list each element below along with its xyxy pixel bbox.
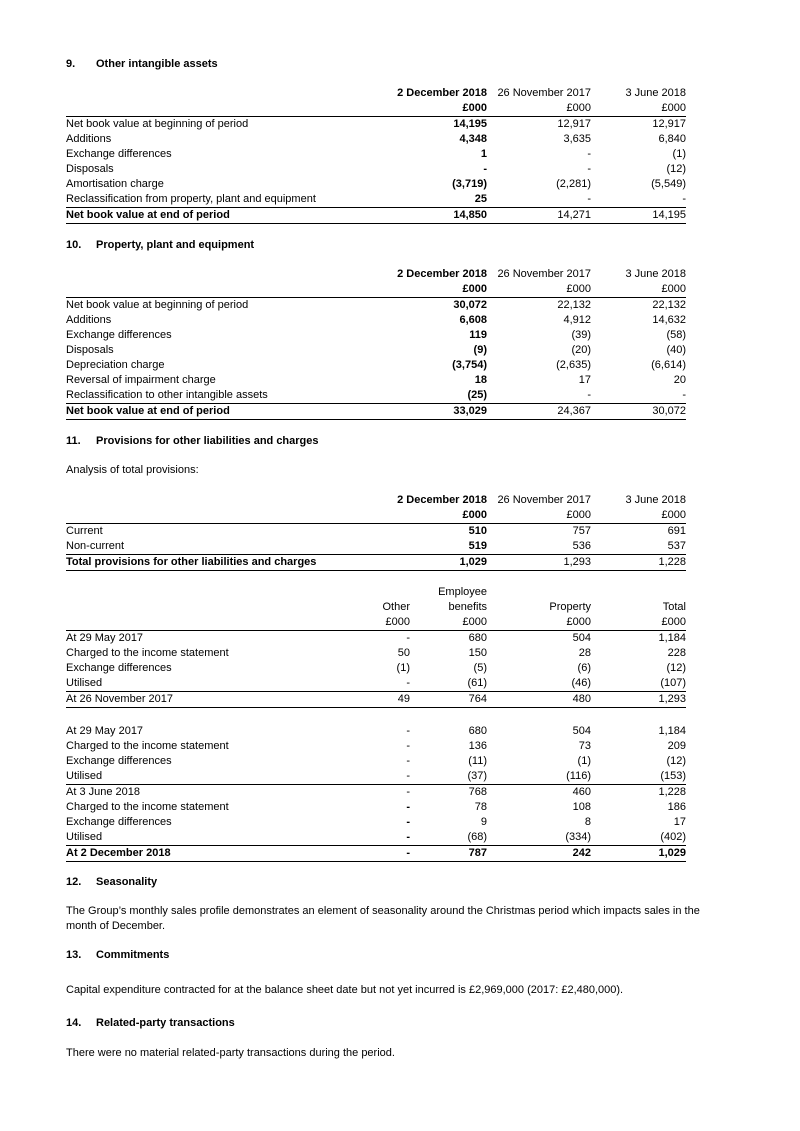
row-label: Reclassification to other intangible assets bbox=[66, 389, 268, 401]
table-header-row bbox=[66, 86, 686, 101]
cell-value: 768 bbox=[410, 785, 487, 801]
table-row bbox=[66, 631, 686, 647]
cell-value: 764 bbox=[410, 692, 487, 708]
cell-value: - bbox=[406, 677, 410, 689]
row-label: At 29 May 2017 bbox=[66, 725, 144, 737]
table-row bbox=[66, 769, 686, 785]
total-row bbox=[66, 404, 686, 420]
cell-value: (20) bbox=[571, 344, 591, 356]
row-label: Exchange differences bbox=[66, 329, 172, 341]
cell-value: 8 bbox=[584, 816, 591, 828]
row-label: Utilised bbox=[66, 831, 103, 843]
cell-value: 108 bbox=[572, 801, 591, 813]
cell-value: - bbox=[587, 163, 591, 175]
row-label: Charged to the income statement bbox=[66, 647, 229, 659]
table-row bbox=[66, 830, 686, 846]
cell-value: 209 bbox=[667, 740, 686, 752]
cell-value: 1,029 bbox=[387, 555, 487, 571]
cell-value: 119 bbox=[469, 329, 487, 341]
section-9-number: 9. bbox=[66, 58, 76, 70]
cell-value: - bbox=[406, 770, 410, 782]
row-label: At 29 May 2017 bbox=[66, 632, 144, 644]
column-header: 26 November 2017 bbox=[497, 268, 591, 280]
table-row bbox=[66, 298, 686, 314]
row-label: At 2 December 2018 bbox=[66, 846, 346, 862]
table-row bbox=[66, 676, 686, 692]
column-header: 3 June 2018 bbox=[625, 268, 686, 280]
row-label: Total provisions for other liabilities and charges bbox=[66, 555, 387, 571]
cell-value: 4,912 bbox=[563, 314, 591, 326]
cell-value: (107) bbox=[660, 677, 686, 689]
unit-label: £000 bbox=[346, 615, 410, 631]
unit-label: £000 bbox=[410, 615, 487, 631]
cell-value: 22,132 bbox=[557, 299, 591, 311]
cell-value: - bbox=[346, 846, 410, 862]
table-header-row bbox=[66, 493, 686, 508]
unit-label: £000 bbox=[487, 508, 591, 524]
cell-value: 6,840 bbox=[658, 133, 686, 145]
cell-value: (37) bbox=[467, 770, 487, 782]
section-12-text: The Group’s monthly sales profile demonstrates an element of seasonality around the Christmas period which impacts sales in the month of December. bbox=[66, 905, 700, 932]
cell-value: - bbox=[406, 816, 410, 828]
section-12-number: 12. bbox=[66, 876, 82, 888]
column-header: Property bbox=[549, 601, 591, 613]
cell-value: 12,917 bbox=[652, 118, 686, 130]
row-label: Charged to the income statement bbox=[66, 740, 229, 752]
row-label: Non-current bbox=[66, 540, 125, 552]
column-header: 2 December 2018 bbox=[397, 494, 487, 506]
cell-value: 6,608 bbox=[459, 314, 487, 326]
cell-value: (58) bbox=[666, 329, 686, 341]
section-10-number: 10. bbox=[66, 239, 82, 251]
section-9-heading bbox=[66, 58, 218, 70]
cell-value: 480 bbox=[487, 692, 591, 708]
cell-value: - bbox=[587, 389, 591, 401]
cell-value: 228 bbox=[667, 647, 686, 659]
cell-value: 73 bbox=[578, 740, 591, 752]
section-14-title: Related-party transactions bbox=[96, 1017, 235, 1029]
cell-value: - bbox=[682, 389, 686, 401]
cell-value: (39) bbox=[571, 329, 591, 341]
units-row bbox=[66, 101, 686, 117]
cell-value: 49 bbox=[346, 692, 410, 708]
section-11-intro: Analysis of total provisions: bbox=[66, 464, 199, 476]
table-header-row bbox=[66, 600, 686, 615]
cell-value: (11) bbox=[468, 755, 487, 767]
unit-label: £000 bbox=[591, 508, 686, 524]
row-label: Reversal of impairment charge bbox=[66, 374, 216, 386]
cell-value: (6,614) bbox=[651, 359, 686, 371]
cell-value: 537 bbox=[667, 540, 686, 552]
cell-value: 25 bbox=[474, 193, 487, 205]
section-12-title: Seasonality bbox=[96, 876, 158, 888]
row-label: Exchange differences bbox=[66, 755, 172, 767]
table-row bbox=[66, 754, 686, 769]
cell-value: 150 bbox=[468, 647, 487, 659]
units-row bbox=[66, 615, 686, 631]
cell-value: - bbox=[406, 725, 410, 737]
cell-value: (334) bbox=[565, 831, 591, 843]
cell-value: - bbox=[483, 163, 487, 175]
ppe-table bbox=[66, 267, 686, 420]
cell-value: (1) bbox=[672, 148, 686, 160]
cell-value: (25) bbox=[467, 389, 487, 401]
cell-value: 24,367 bbox=[487, 404, 591, 420]
section-11-heading bbox=[66, 435, 319, 447]
column-header: 26 November 2017 bbox=[497, 494, 591, 506]
cell-value: - bbox=[346, 785, 410, 801]
cell-value: - bbox=[406, 740, 410, 752]
cell-value: 787 bbox=[410, 846, 487, 862]
cell-value: 22,132 bbox=[652, 299, 686, 311]
units-row bbox=[66, 508, 686, 524]
cell-value: (9) bbox=[473, 344, 487, 356]
unit-label: £000 bbox=[387, 282, 487, 298]
table-row bbox=[66, 177, 686, 192]
unit-label: £000 bbox=[487, 615, 591, 631]
table-row bbox=[66, 162, 686, 177]
cell-value: (12) bbox=[666, 755, 686, 767]
cell-value: 17 bbox=[673, 816, 686, 828]
cell-value: (116) bbox=[566, 770, 591, 782]
column-header: benefits bbox=[448, 601, 487, 613]
row-label: Net book value at end of period bbox=[66, 208, 387, 224]
cell-value: 20 bbox=[673, 374, 686, 386]
intangible-assets-table bbox=[66, 86, 686, 224]
unit-label: £000 bbox=[487, 282, 591, 298]
cell-value: 136 bbox=[468, 740, 487, 752]
cell-value: (3,754) bbox=[452, 359, 487, 371]
cell-value: (46) bbox=[571, 677, 591, 689]
cell-value: 17 bbox=[578, 374, 591, 386]
cell-value: (2,281) bbox=[556, 178, 591, 190]
row-label: At 3 June 2018 bbox=[66, 785, 346, 801]
cell-value: 14,271 bbox=[487, 208, 591, 224]
table-row bbox=[66, 388, 686, 404]
section-14-number: 14. bbox=[66, 1017, 82, 1029]
section-10-heading bbox=[66, 239, 254, 251]
column-header: 26 November 2017 bbox=[497, 87, 591, 99]
provisions-summary-table bbox=[66, 493, 686, 571]
cell-value: 28 bbox=[578, 647, 591, 659]
unit-label: £000 bbox=[487, 101, 591, 117]
table-row bbox=[66, 539, 686, 555]
cell-value: 1,293 bbox=[487, 555, 591, 571]
cell-value: 14,632 bbox=[652, 314, 686, 326]
row-label: Utilised bbox=[66, 770, 103, 782]
row-label: Reclassification from property, plant and equipment bbox=[66, 193, 316, 205]
cell-value: 680 bbox=[468, 725, 487, 737]
cell-value: (153) bbox=[660, 770, 686, 782]
cell-value: 1,228 bbox=[591, 785, 686, 801]
table-row bbox=[66, 328, 686, 343]
column-header: 3 June 2018 bbox=[625, 494, 686, 506]
section-13-heading bbox=[66, 949, 169, 961]
table-row bbox=[66, 313, 686, 328]
table-header-row bbox=[66, 585, 686, 600]
units-row bbox=[66, 282, 686, 298]
cell-value: 519 bbox=[468, 540, 487, 552]
cell-value: 1,293 bbox=[591, 692, 686, 708]
unit-label: £000 bbox=[591, 101, 686, 117]
cell-value: (68) bbox=[467, 831, 487, 843]
section-13-text: Capital expenditure contracted for at the balance sheet date but not yet incurred is £2,969,000 (2017: £2,480,000). bbox=[66, 984, 624, 996]
section-14-text: There were no material related-party transactions during the period. bbox=[66, 1047, 395, 1059]
cell-value: - bbox=[406, 831, 410, 843]
column-header bbox=[346, 585, 410, 600]
cell-value: 3,635 bbox=[563, 133, 591, 145]
total-row bbox=[66, 555, 686, 571]
cell-value: 30,072 bbox=[591, 404, 686, 420]
section-11-title: Provisions for other liabilities and charges bbox=[96, 435, 319, 447]
table-row bbox=[66, 373, 686, 388]
cell-value: 9 bbox=[480, 816, 487, 828]
total-row bbox=[66, 208, 686, 224]
table-row bbox=[66, 132, 686, 147]
unit-label: £000 bbox=[387, 508, 487, 524]
cell-value: 33,029 bbox=[387, 404, 487, 420]
cell-value: 50 bbox=[397, 647, 410, 659]
cell-value: 510 bbox=[468, 525, 487, 537]
cell-value: 78 bbox=[474, 801, 487, 813]
table-row bbox=[66, 646, 686, 661]
row-label: Amortisation charge bbox=[66, 178, 164, 190]
row-label: Charged to the income statement bbox=[66, 801, 229, 813]
row-label: Additions bbox=[66, 314, 112, 326]
table-header-row bbox=[66, 267, 686, 282]
table-row bbox=[66, 724, 686, 739]
cell-value: (40) bbox=[666, 344, 686, 356]
cell-value: 504 bbox=[572, 632, 591, 644]
cell-value: (1) bbox=[396, 662, 410, 674]
row-label: Utilised bbox=[66, 677, 103, 689]
cell-value: (5,549) bbox=[651, 178, 686, 190]
row-label: Net book value at end of period bbox=[66, 404, 387, 420]
row-label: Depreciation charge bbox=[66, 359, 165, 371]
row-label: Net book value at beginning of period bbox=[66, 299, 249, 311]
cell-value: - bbox=[587, 193, 591, 205]
cell-value: (12) bbox=[666, 163, 686, 175]
row-label: Exchange differences bbox=[66, 662, 172, 674]
cell-value: (12) bbox=[666, 662, 686, 674]
cell-value: 691 bbox=[667, 525, 686, 537]
cell-value: 186 bbox=[667, 801, 686, 813]
provisions-movement-table bbox=[66, 585, 686, 862]
table-row bbox=[66, 358, 686, 373]
table-row bbox=[66, 739, 686, 754]
table-row bbox=[66, 815, 686, 830]
subtotal-row bbox=[66, 692, 686, 708]
column-header: Total bbox=[662, 601, 686, 613]
cell-value: - bbox=[406, 632, 410, 644]
column-header: Employee bbox=[438, 586, 487, 598]
cell-value: 14,850 bbox=[387, 208, 487, 224]
cell-value: - bbox=[406, 801, 410, 813]
cell-value: 460 bbox=[487, 785, 591, 801]
cell-value: - bbox=[406, 755, 410, 767]
table-row bbox=[66, 192, 686, 208]
table-row bbox=[66, 524, 686, 540]
section-10-title: Property, plant and equipment bbox=[96, 239, 255, 251]
section-13-number: 13. bbox=[66, 949, 82, 961]
table-row bbox=[66, 661, 686, 676]
spacer-row bbox=[66, 708, 686, 725]
cell-value: (1) bbox=[577, 755, 591, 767]
table-row bbox=[66, 147, 686, 162]
section-12-heading bbox=[66, 876, 157, 888]
cell-value: 1 bbox=[480, 148, 487, 160]
cell-value: 14,195 bbox=[591, 208, 686, 224]
table-row bbox=[66, 343, 686, 358]
column-header: Other bbox=[382, 601, 410, 613]
section-13-title: Commitments bbox=[96, 949, 170, 961]
cell-value: 1,228 bbox=[591, 555, 686, 571]
cell-value: 504 bbox=[572, 725, 591, 737]
unit-label: £000 bbox=[387, 101, 487, 117]
column-header bbox=[487, 585, 591, 600]
cell-value: 1,184 bbox=[658, 725, 686, 737]
cell-value: 242 bbox=[487, 846, 591, 862]
cell-value: (61) bbox=[467, 677, 487, 689]
column-header: 3 June 2018 bbox=[625, 87, 686, 99]
section-9-title: Other intangible assets bbox=[96, 58, 218, 70]
row-label: Exchange differences bbox=[66, 148, 172, 160]
row-label: Disposals bbox=[66, 163, 114, 175]
unit-label: £000 bbox=[591, 282, 686, 298]
column-header: 2 December 2018 bbox=[397, 268, 487, 280]
cell-value: 757 bbox=[572, 525, 591, 537]
row-label: Current bbox=[66, 525, 103, 537]
cell-value: 18 bbox=[474, 374, 487, 386]
cell-value: - bbox=[587, 148, 591, 160]
cell-value: 536 bbox=[572, 540, 591, 552]
subtotal-row bbox=[66, 785, 686, 801]
cell-value: 1,184 bbox=[658, 632, 686, 644]
total-row bbox=[66, 846, 686, 862]
cell-value: (6) bbox=[577, 662, 591, 674]
table-row bbox=[66, 800, 686, 815]
cell-value: 30,072 bbox=[453, 299, 487, 311]
table-row bbox=[66, 117, 686, 133]
cell-value: - bbox=[682, 193, 686, 205]
cell-value: (402) bbox=[660, 831, 686, 843]
cell-value: 14,195 bbox=[453, 118, 487, 130]
cell-value: 680 bbox=[468, 632, 487, 644]
cell-value: 1,029 bbox=[591, 846, 686, 862]
column-header bbox=[591, 585, 686, 600]
cell-value: 4,348 bbox=[459, 133, 487, 145]
cell-value: (5) bbox=[473, 662, 487, 674]
cell-value: (3,719) bbox=[452, 178, 487, 190]
cell-value: (2,635) bbox=[556, 359, 591, 371]
row-label: Additions bbox=[66, 133, 112, 145]
column-header: 2 December 2018 bbox=[397, 87, 487, 99]
cell-value: 12,917 bbox=[557, 118, 591, 130]
row-label: Disposals bbox=[66, 344, 114, 356]
row-label: Exchange differences bbox=[66, 816, 172, 828]
row-label: Net book value at beginning of period bbox=[66, 118, 249, 130]
section-11-number: 11. bbox=[66, 435, 81, 447]
row-label: At 26 November 2017 bbox=[66, 692, 346, 708]
unit-label: £000 bbox=[591, 615, 686, 631]
section-14-heading bbox=[66, 1017, 235, 1029]
